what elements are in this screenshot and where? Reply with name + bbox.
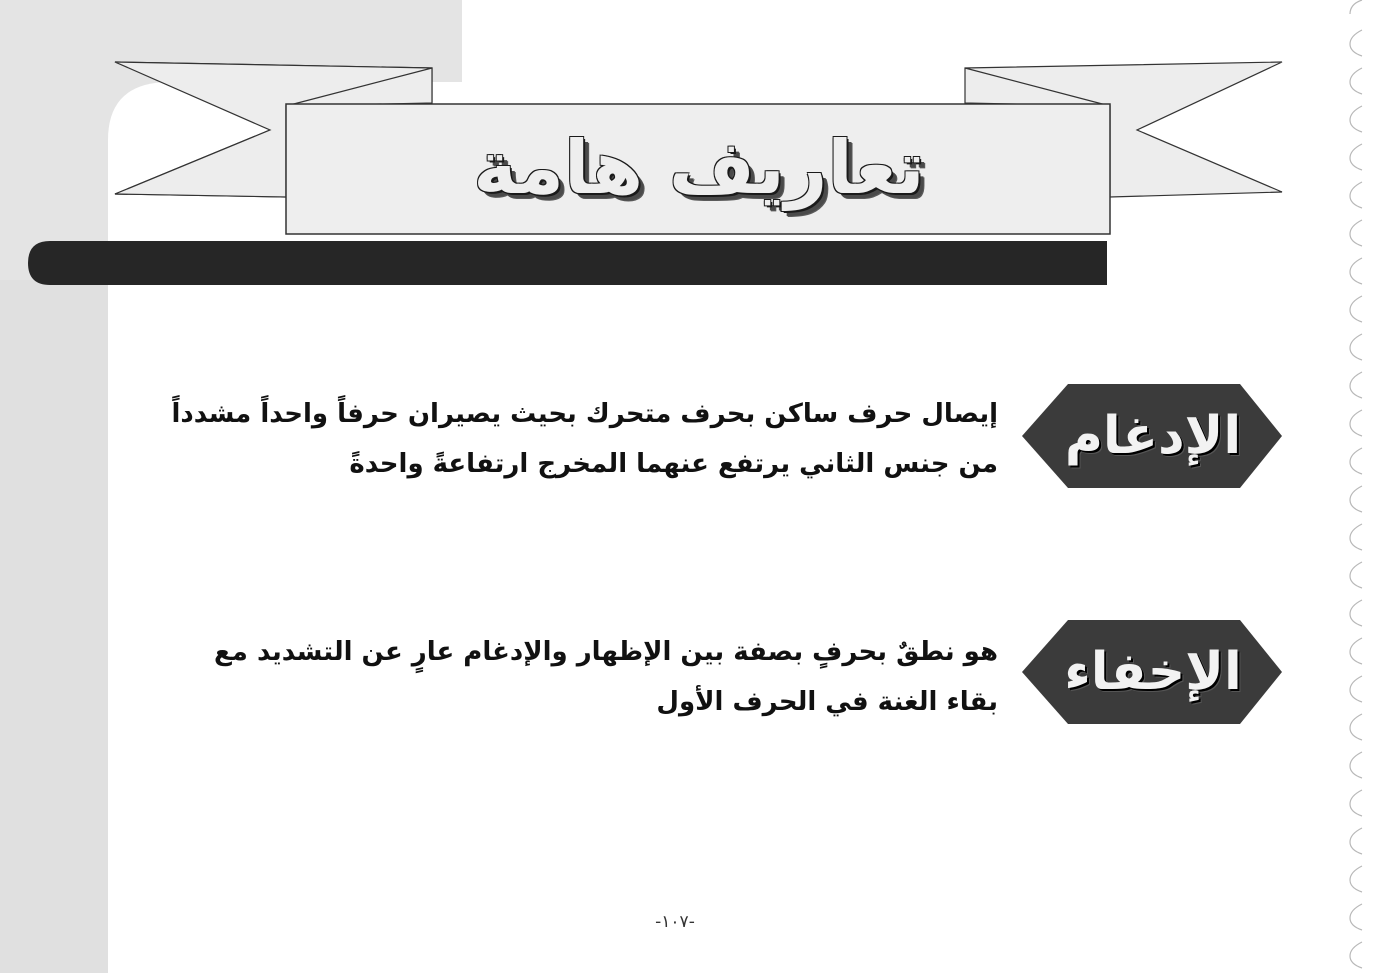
definition-idgham-line2: من جنس الثاني يرتفع عنهما المخرج ارتفاعةً واحدةً — [349, 449, 998, 479]
page-number: -١٠٧- — [655, 912, 695, 932]
definition-ikhfaa-line1: هو نطقٌ بحرفٍ بصفة بين الإظهار والإدغام عارٍ عن التشديد مع — [214, 637, 998, 667]
definition-idgham-line1: إيصال حرف ساكن بحرف متحرك بحيث يصيران حرفاً واحداً مشدداً — [171, 399, 998, 429]
definition-ikhfaa-line2: بقاء الغنة في الحرف الأول — [656, 687, 998, 717]
binding-rings — [1340, 0, 1370, 973]
term-label-idgham: الإدغام — [1064, 406, 1242, 466]
page-title: تعاريف هامة — [473, 125, 925, 211]
dark-bar — [28, 241, 1107, 285]
term-label-ikhfaa: الإخفاء — [1064, 642, 1242, 702]
